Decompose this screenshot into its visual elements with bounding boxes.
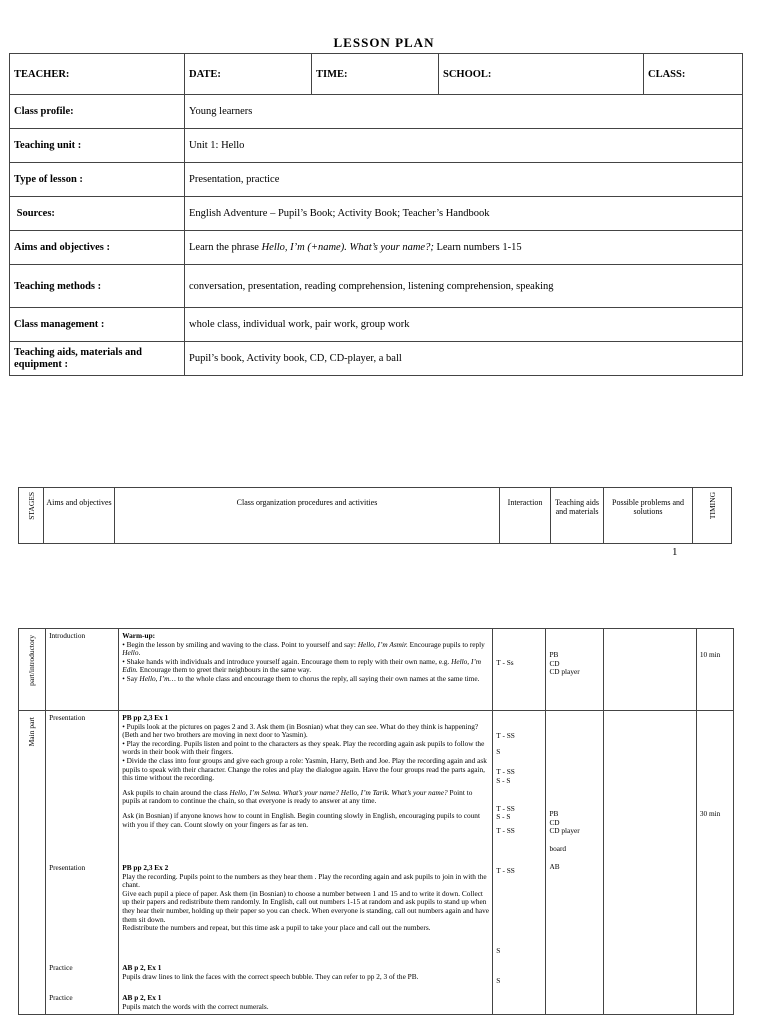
interaction-item: S (496, 976, 501, 986)
aim-item: Presentation (49, 713, 86, 722)
aid-item: CD (549, 817, 560, 827)
interaction-item: T - SS (496, 731, 515, 740)
row-value (185, 231, 743, 265)
activity-text: • Divide the class into four groups and give each group a role: Yasmin, Harry, Beth and Joe. Play the recording again and ask pupils to speak with their character. Change the roles and play the dialogue again. Have the four groups read the parts again, this time without the recording. (122, 755, 487, 783)
timing-cell: 10 min (696, 629, 733, 711)
procedures-header: Class organization procedures and activities (115, 488, 500, 544)
row-value: Unit 1: Hello (185, 129, 743, 163)
time-cell: TIME: (312, 54, 439, 95)
activity-text: • Say Hello, I’m… to the whole class and encourage them to chorus the reply, all saying their own names at the same time. (122, 673, 480, 683)
row-label: Sources: (10, 197, 185, 231)
aid-item: CD (549, 658, 560, 668)
row-value: Pupil’s book, Activity book, CD, CD-player, a ball (185, 342, 743, 376)
aid-item: CD player (549, 667, 580, 677)
activity-block (122, 714, 489, 864)
aid-item: board (549, 844, 567, 854)
stage-cell: part/introductory (19, 629, 46, 711)
info-row (10, 129, 743, 163)
row-label: Class management : (10, 308, 185, 342)
row-value: whole class, individual work, pair work, group work (185, 308, 743, 342)
row-label: Teaching unit : (10, 129, 185, 163)
row-label: Class profile: (10, 95, 185, 129)
date-cell: DATE: (185, 54, 312, 95)
activity-heading: AB p 2, Ex 1 (122, 993, 162, 1002)
interaction-item: T - SS (496, 826, 515, 836)
interaction-item: S (496, 747, 501, 756)
aid-item: AB (549, 862, 560, 872)
stages-header: STAGES (19, 488, 44, 544)
activity-heading: PB pp 2,3 Ex 2 (122, 863, 169, 872)
interaction-item: T - SS (496, 767, 515, 776)
aid-item: PB (549, 650, 559, 659)
interaction-item: T - SS (496, 803, 515, 813)
timing-cell (696, 711, 733, 1015)
header-row (10, 54, 743, 95)
interaction-header: Interaction (500, 488, 551, 544)
row-value: conversation, presentation, reading comprehension, listening comprehension, speaking (185, 265, 743, 308)
activity-heading: Warm-up: (122, 631, 156, 640)
activity-text: Ask (in Bosnian) if anyone knows how to count in English. Begin counting slowly in English, encouraging pupils to count with you if they can. Count slowly on your fingers as far as ten. (122, 810, 480, 829)
activity-text: • Pupils look at the pictures on pages 2 and 3. Ask them (in Bosnian) what they can see. What do they think is happening? (Beth and her two brothers are moving in next door to Yasmin). (122, 721, 479, 740)
activity-cell (119, 629, 493, 711)
activity-text: • Begin the lesson by smiling and waving to the class. Point to yourself and say: Hello, I’m Asmir. Encourage pupils to reply Hello. (122, 639, 485, 658)
aim-item: Practice (49, 963, 73, 972)
row-label: Type of lesson : (10, 163, 185, 197)
problems-cell (603, 711, 696, 1015)
row-label: Aims and objectives : (10, 231, 185, 265)
interaction-cell: T - Ss (493, 629, 546, 711)
problems-cell (603, 629, 696, 711)
aims-text-end: Learn numbers 1-15 (433, 242, 522, 253)
class-cell: CLASS: (644, 54, 743, 95)
aim-item: Presentation (49, 863, 86, 872)
stage-header-table (18, 487, 732, 544)
info-row (10, 163, 743, 197)
row-value: English Adventure – Pupil’s Book; Activity Book; Teacher’s Handbook (185, 197, 743, 231)
problems-header: Possible problems and solutions (604, 488, 693, 544)
row-value: Young learners (185, 95, 743, 129)
info-row (10, 197, 743, 231)
lesson-info-table (9, 53, 743, 376)
aims-italic: Hello, I’m (+name). What’s your name?; (261, 242, 434, 253)
aid-item: CD player (549, 826, 580, 836)
activity-text: Give each pupil a piece of paper. Ask them (in Bosnian) to choose a number between 1 and 15 and to write it down. Collect up their papers and redistribute them randomly. In English, call out numbers 1-15 at random and ask pupils to stand up when they hear their number, holding up their paper so you can check. When everyone is standing, call out numbers again and have them sit down. (122, 888, 489, 924)
aim-cell (46, 711, 119, 1015)
row-value: Presentation, practice (185, 163, 743, 197)
aim-item: Practice (49, 993, 73, 1002)
procedure-table (18, 628, 734, 1015)
intro-row (19, 629, 734, 711)
info-row (10, 265, 743, 308)
aims-text: Learn the phrase (189, 242, 262, 253)
activity-block (122, 964, 489, 994)
row-label: Teaching aids, materials and equipment : (10, 342, 185, 376)
info-row (10, 95, 743, 129)
aims-header: Aims and objectives (44, 488, 115, 544)
activity-heading: AB p 2, Ex 1 (122, 963, 162, 972)
info-row (10, 231, 743, 265)
stage-cell: Main part (19, 711, 46, 1015)
aid-item: PB (549, 809, 559, 818)
school-cell: SCHOOL: (439, 54, 644, 95)
info-row (10, 308, 743, 342)
timing-value: 30 min (699, 809, 721, 818)
timing-header: TIMING (693, 488, 732, 544)
info-row (10, 342, 743, 376)
activity-text: Pupils match the words with the correct numerals. (122, 1001, 269, 1011)
page-title: LESSON PLAN (333, 35, 435, 50)
activity-text: Redistribute the numbers and repeat, but this time ask a pupil to take your place and call out the numbers. (122, 923, 431, 933)
page-number: 1 (672, 546, 678, 558)
activity-cell (119, 711, 493, 1015)
aids-cell (546, 629, 603, 711)
interaction-item: S - S (496, 775, 511, 785)
interaction-item: T - SS (496, 866, 515, 876)
interaction-item: S (496, 946, 501, 956)
aids-header: Teaching aids and materials (551, 488, 604, 544)
activity-text: Ask pupils to chain around the class Hello, I’m Selma. What’s your name? Hello, I’m Tarik. What’s your name? Point to pupils at random to continue the chain, so that everyone is ready to answer at any time. (122, 787, 473, 806)
activity-text: • Shake hands with individuals and introduce yourself again. Encourage them to reply with their own name, e.g. Hello, I’m Edin. Encourage them to greet their neighbours in the same way. (122, 656, 482, 675)
activity-heading: PB pp 2,3 Ex 1 (122, 713, 169, 722)
aim-cell: Introduction (46, 629, 119, 711)
activity-block (122, 994, 489, 1011)
row-label: Teaching methods : (10, 265, 185, 308)
activity-text: • Play the recording. Pupils listen and point to the characters as they speak. Play the recording again ask pupils to follow the words in their book with their fingers. (122, 738, 485, 757)
teacher-cell: TEACHER: (10, 54, 185, 95)
activity-block (122, 864, 489, 964)
interaction-cell (493, 711, 546, 1015)
main-row (19, 711, 734, 1015)
aids-cell (546, 711, 603, 1015)
activity-text: Pupils draw lines to link the faces with the correct speech bubble. They can refer to pp 2, 3 of the PB. (122, 971, 419, 981)
interaction-item: S - S (496, 812, 511, 822)
activity-text: Play the recording. Pupils point to the numbers as they hear them . Play the recording again and ask pupils to join in with the chant. (122, 871, 487, 890)
